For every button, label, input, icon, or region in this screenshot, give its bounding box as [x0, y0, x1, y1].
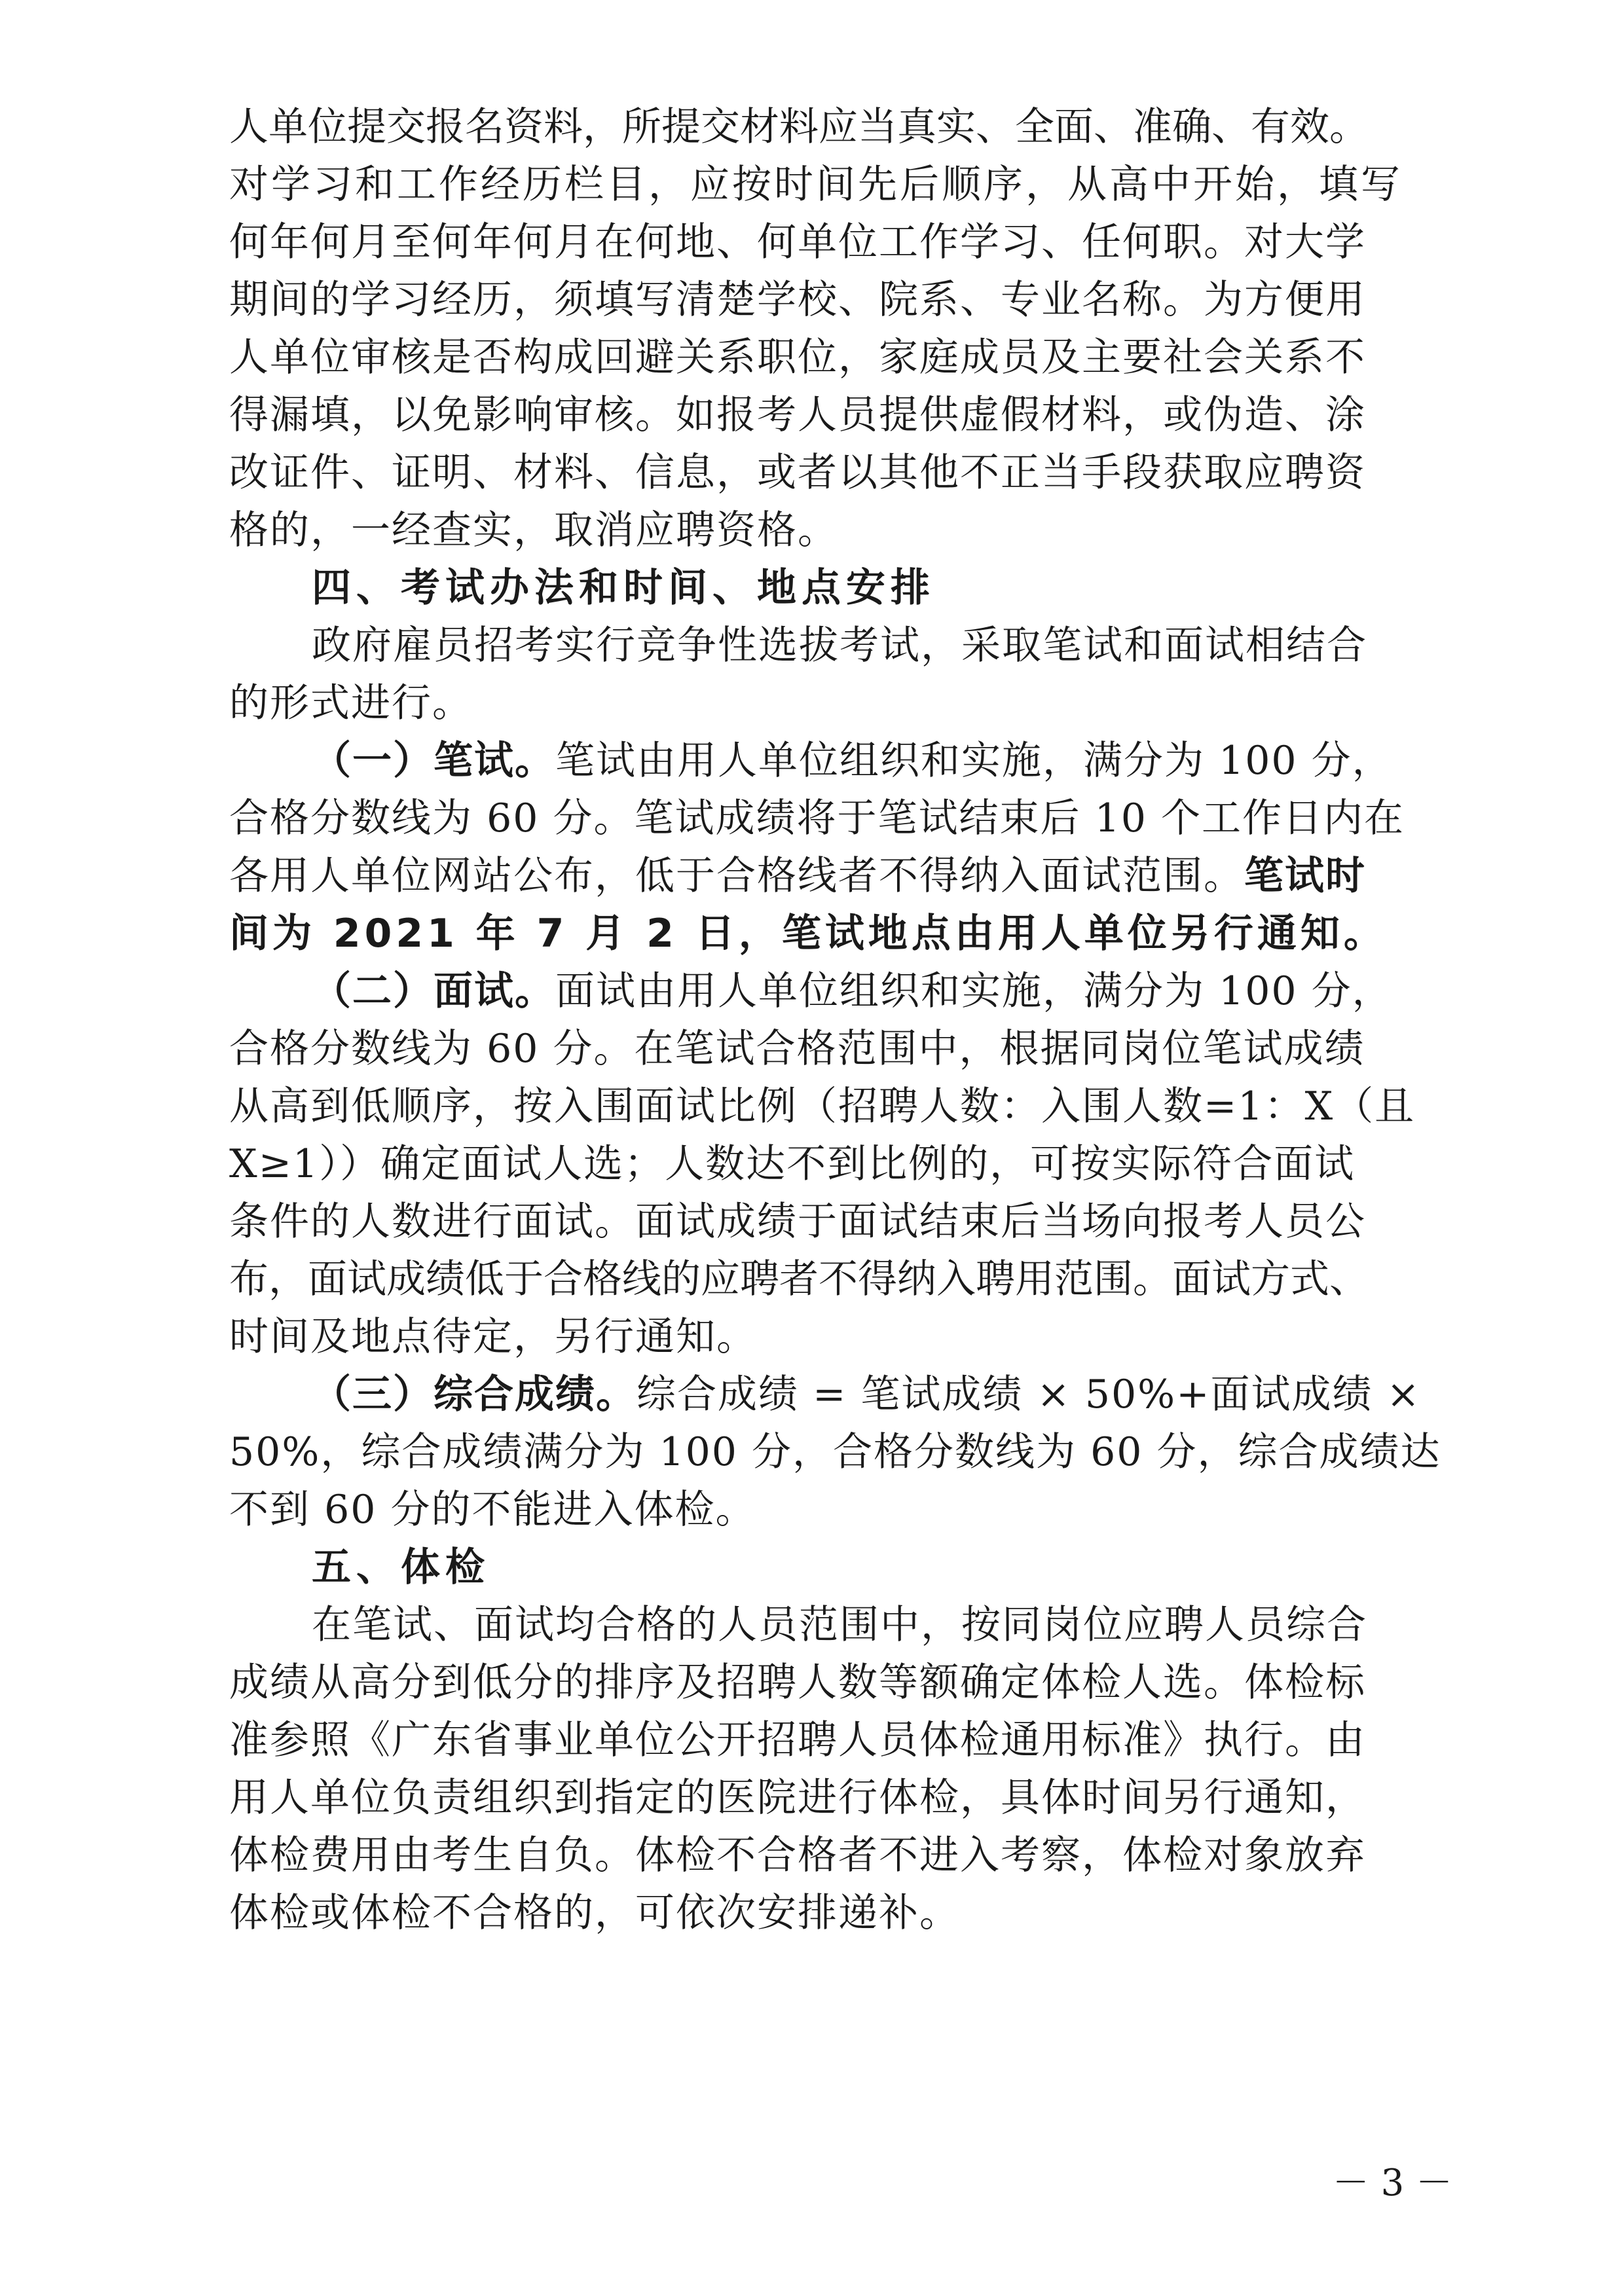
- paragraph-line: 改证件、证明、材料、信息，或者以其他不正当手段获取应聘资: [229, 450, 1366, 496]
- paragraph-line: 合格分数线为 60 分。笔试成绩将于笔试结束后 10 个工作日内在: [229, 795, 1405, 841]
- paragraph-line: 成绩从高分到低分的排序及招聘人数等额确定体检人选。体检标: [229, 1660, 1366, 1705]
- section-heading: 四、考试办法和时间、地点安排: [312, 565, 935, 611]
- paragraph-line: 期间的学习经历，须填写清楚学校、院系、专业名称。为方便用: [229, 277, 1366, 323]
- paragraph-line: 对学习和工作经历栏目，应按时间先后顺序，从高中开始，填写: [229, 162, 1403, 208]
- paragraph-line: 用人单位负责组织到指定的医院进行体检，具体时间另行通知，: [229, 1775, 1366, 1821]
- paragraph-line: 政府雇员招考实行竞争性选拔考试，采取笔试和面试相结合: [312, 623, 1367, 668]
- subsection-label: （三）综合成绩。: [312, 1372, 637, 1417]
- paragraph-text: 各用人单位网站公布，低于合格线者不得纳入面试范围。: [229, 853, 1244, 899]
- paragraph-line: X≥1））确定面试人选；人数达不到比例的，可按实际符合面试: [229, 1141, 1356, 1187]
- paragraph-line: 得漏填，以免影响审核。如报考人员提供虚假材料，或伪造、涂: [229, 392, 1366, 438]
- paragraph-line: [229, 847, 1447, 905]
- paragraph-line: 的形式进行。: [229, 680, 473, 726]
- paragraph-line: 人单位提交报名资料，所提交材料应当真实、全面、准确、有效。: [229, 104, 1369, 150]
- paragraph-line: 准参照《广东省事业单位公开招聘人员体检通用标准》执行。由: [229, 1717, 1366, 1763]
- page-number: － 3 －: [1332, 2162, 1452, 2204]
- paragraph-text: 笔试由用人单位组织和实施，满分为 100 分，: [555, 738, 1393, 784]
- subsection-line: [229, 962, 1447, 1020]
- paragraph-line: 从高到低顺序，按入围面试比例（招聘人数：入围人数=1：X（且: [229, 1084, 1416, 1129]
- paragraph-line: 条件的人数进行面试。面试成绩于面试结束后当场向报考人员公: [229, 1199, 1366, 1245]
- subsection-line: [229, 1366, 1447, 1423]
- section-heading: 五、体检: [312, 1544, 490, 1590]
- paragraph-line: 体检费用由考生自负。体检不合格者不进入考察，体检对象放弃: [229, 1832, 1366, 1878]
- paragraph-line: 50%，综合成绩满分为 100 分，合格分数线为 60 分，综合成绩达: [229, 1429, 1441, 1475]
- paragraph-line: 时间及地点待定，另行通知。: [229, 1314, 757, 1360]
- paragraph-line: 不到 60 分的不能进入体检。: [229, 1487, 756, 1533]
- paragraph-line: 布，面试成绩低于合格线的应聘者不得纳入聘用范围。面试方式、: [229, 1256, 1369, 1302]
- paragraph-line: 何年何月至何年何月在何地、何单位工作学习、任何职。对大学: [229, 219, 1366, 265]
- paragraph-line: 合格分数线为 60 分。在笔试合格范围中，根据同岗位笔试成绩: [229, 1026, 1365, 1072]
- paragraph-line: 人单位审核是否构成回避关系职位，家庭成员及主要社会关系不: [229, 335, 1366, 380]
- subsection-label: （二）面试。: [312, 968, 555, 1014]
- paragraph-text: 面试由用人单位组织和实施，满分为 100 分，: [555, 968, 1393, 1014]
- paragraph-line: 体检或体检不合格的，可依次安排递补。: [229, 1890, 960, 1936]
- paragraph-text: 综合成绩 = 笔试成绩 × 50%+面试成绩 ×: [637, 1372, 1421, 1417]
- emphasis-line: 间为 2021 年 7 月 2 日，笔试地点由用人单位另行通知。: [229, 911, 1387, 957]
- subsection-label: （一）笔试。: [312, 738, 555, 784]
- document-body: [229, 98, 1447, 1942]
- emphasis-text: 笔试时: [1244, 853, 1366, 899]
- paragraph-line: 在笔试、面试均合格的人员范围中，按同岗位应聘人员综合: [312, 1602, 1367, 1648]
- subsection-line: [229, 732, 1447, 790]
- paragraph-line: 格的，一经查实，取消应聘资格。: [229, 507, 838, 553]
